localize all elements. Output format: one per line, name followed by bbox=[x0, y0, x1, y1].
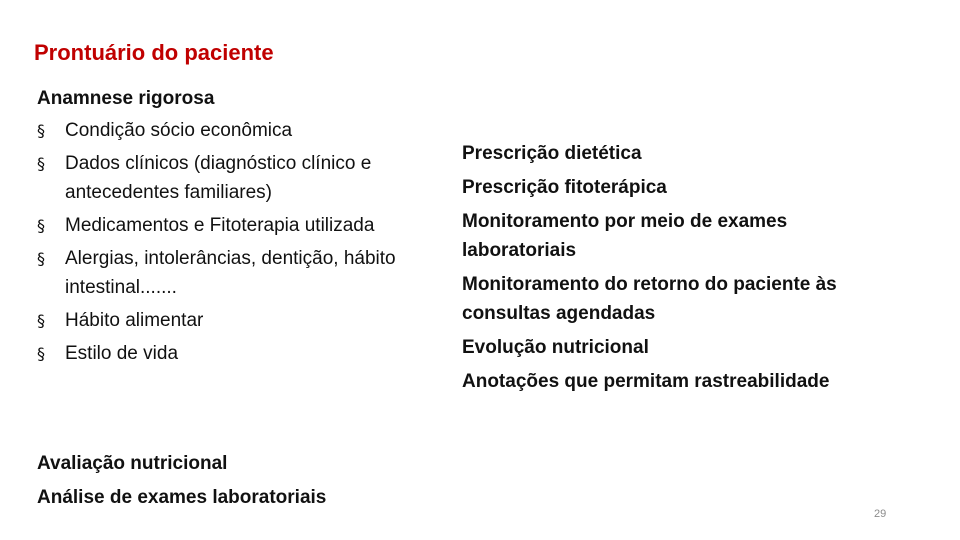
bullet-marker-icon: § bbox=[37, 344, 45, 363]
bullet-text: Alergias, intolerâncias, dentição, hábito intestinal....... bbox=[65, 248, 396, 298]
slide-title: Prontuário do paciente bbox=[34, 40, 274, 65]
bullet-marker-icon: § bbox=[37, 249, 45, 268]
bullet-text: Estilo de vida bbox=[65, 343, 179, 364]
bullet-marker-icon: § bbox=[37, 311, 45, 330]
anamnese-bullet-list bbox=[37, 116, 417, 368]
bullet-marker-icon: § bbox=[37, 154, 45, 173]
right-item: Prescrição dietética bbox=[462, 143, 642, 164]
bullet-item bbox=[37, 339, 417, 368]
bullet-item bbox=[37, 116, 417, 145]
right-item: Anotações que permitam rastreabilidade bbox=[462, 371, 830, 392]
bullet-item bbox=[37, 149, 417, 207]
right-item: Monitoramento do retorno do paciente às consultas agendadas bbox=[462, 274, 837, 324]
bullet-marker-icon: § bbox=[37, 216, 45, 235]
left-column bbox=[37, 84, 417, 372]
anamnese-heading: Anamnese rigorosa bbox=[37, 88, 215, 109]
bullet-text: Dados clínicos (diagnóstico clínico e antecedentes familiares) bbox=[65, 153, 372, 203]
analise-heading: Análise de exames laboratoriais bbox=[37, 487, 327, 508]
bullet-item bbox=[37, 244, 417, 302]
bullet-marker-icon: § bbox=[37, 121, 45, 140]
avaliacao-heading: Avaliação nutricional bbox=[37, 453, 228, 474]
bottom-left-column bbox=[37, 447, 326, 515]
bullet-text: Medicamentos e Fitoterapia utilizada bbox=[65, 215, 375, 236]
bullet-text: Condição sócio econômica bbox=[65, 120, 293, 141]
right-column bbox=[462, 139, 902, 401]
page-number: 29 bbox=[874, 508, 887, 520]
right-item: Monitoramento por meio de exames laboratoriais bbox=[462, 211, 788, 261]
right-item: Evolução nutricional bbox=[462, 337, 649, 358]
bullet-text: Hábito alimentar bbox=[65, 310, 204, 331]
bullet-item bbox=[37, 211, 417, 240]
bullet-item bbox=[37, 306, 417, 335]
right-item: Prescrição fitoterápica bbox=[462, 177, 667, 198]
